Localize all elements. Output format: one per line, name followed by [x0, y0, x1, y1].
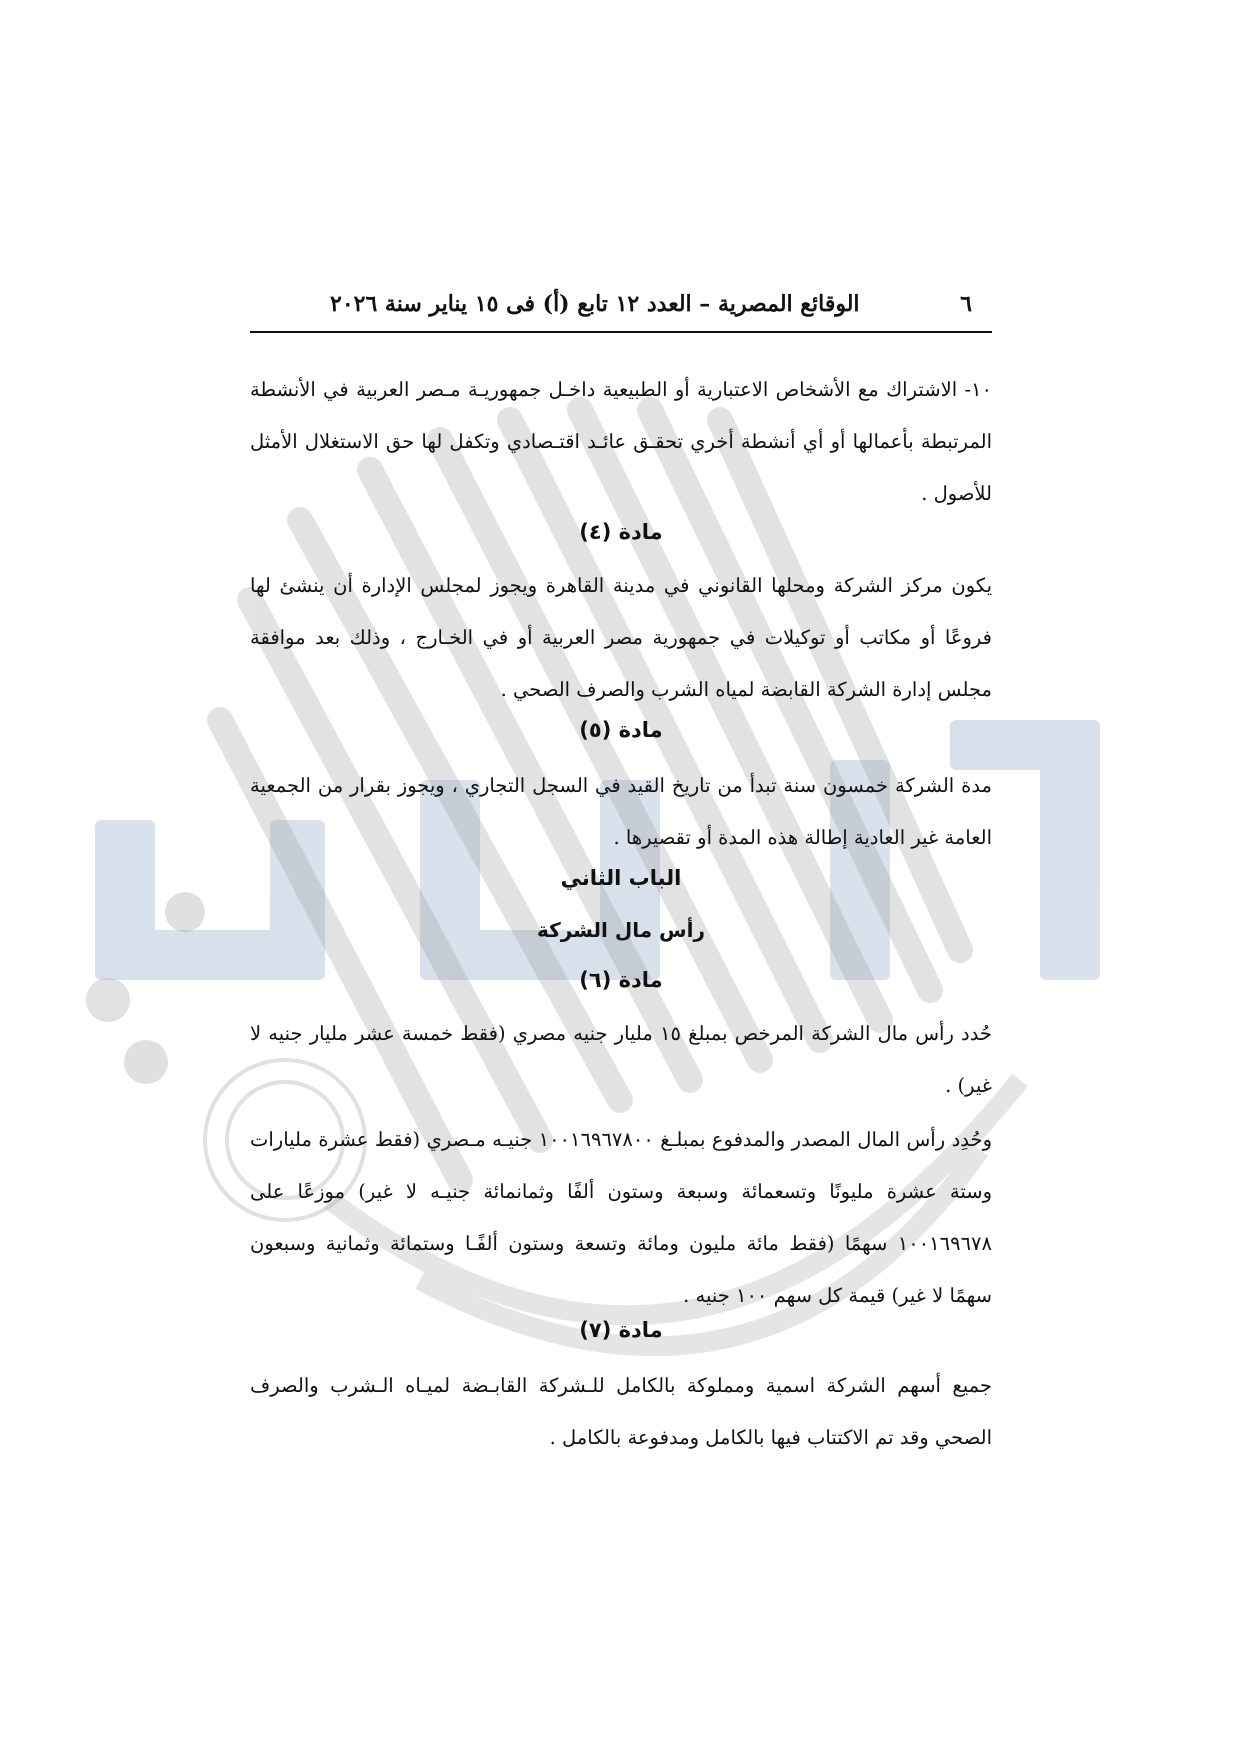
header-title: الوقائع المصرية – العدد ١٢ تابع (أ) فى ١٥ يناير سنة ٢٠٢٦ [330, 291, 860, 317]
article-4-heading: مادة (٤) [579, 520, 663, 544]
paragraph-article-7: جميع أسهم الشركة اسمية ومملوكة بالكامل للـشركة القابـضة لميـاه الـشرب والصرف الصحي وقد تم الاكتتاب فيها بالكامل ومدفوعة بالكامل . [250, 1374, 992, 1449]
article-7-heading: مادة (٧) [579, 1318, 663, 1342]
capital-heading: رأس مال الشركة [536, 918, 706, 942]
page-number: ٦ [960, 291, 972, 317]
part-2-heading: الباب الثاني [560, 866, 682, 890]
paragraph-item-10: ١٠- الاشتراك مع الأشخاص الاعتبارية أو الطبيعية داخـل جمهوريـة مـصر العربية في الأنشطة المرتبطة بأعمالها أو أي أنشطة أخري تحقـق عائـد اقتـصادي وتكفل لها حق الاستغلال الأمثل للأصول . [250, 378, 992, 505]
paragraph-article-4: يكون مركز الشركة ومحلها القانوني في مدينة القاهرة ويجوز لمجلس الإدارة أن ينشئ لها فروعًا أو مكاتب أو توكيلات في جمهورية مصر العربية أو في الخـارج ، وذلك بعد موافقة مجلس إدارة الشركة القابضة لمياه الشرب والصرف الصحي . [250, 574, 992, 701]
article-5-heading: مادة (٥) [579, 718, 663, 742]
article-6-heading: مادة (٦) [579, 968, 663, 992]
paragraph-article-5: مدة الشركة خمسون سنة تبدأ من تاريخ القيد في السجل التجاري ، ويجوز بقرار من الجمعية العامة غير العادية إطالة هذه المدة أو تقصيرها . [250, 774, 992, 849]
page-header [250, 285, 992, 333]
paragraph-article-6b: وحُدِد رأس المال المصدر والمدفوع بمبلـغ ١٠٠١٦٩٦٧٨٠٠ جنيـه مـصري (فقط عشرة مليارات وستة عشرة مليونًا وتسعمائة وسبعة وستون ألفًا وثمانمائة جنيـه لا غير) موزعًا على ١٠٠١٦٩٦٧٨ سهمًا (فقط مائة مليون ومائة وتسعة وستون ألفًـا وستمائة وثمانية وسبعون سهمًا لا غير) قيمة كل سهم ١٠٠ جنيه . [250, 1128, 992, 1307]
paragraph-article-6a: حُدد رأس مال الشركة المرخص بمبلغ ١٥ مليار جنيه مصري (فقط خمسة عشر مليار جنيه لا غير) . [250, 1022, 992, 1097]
